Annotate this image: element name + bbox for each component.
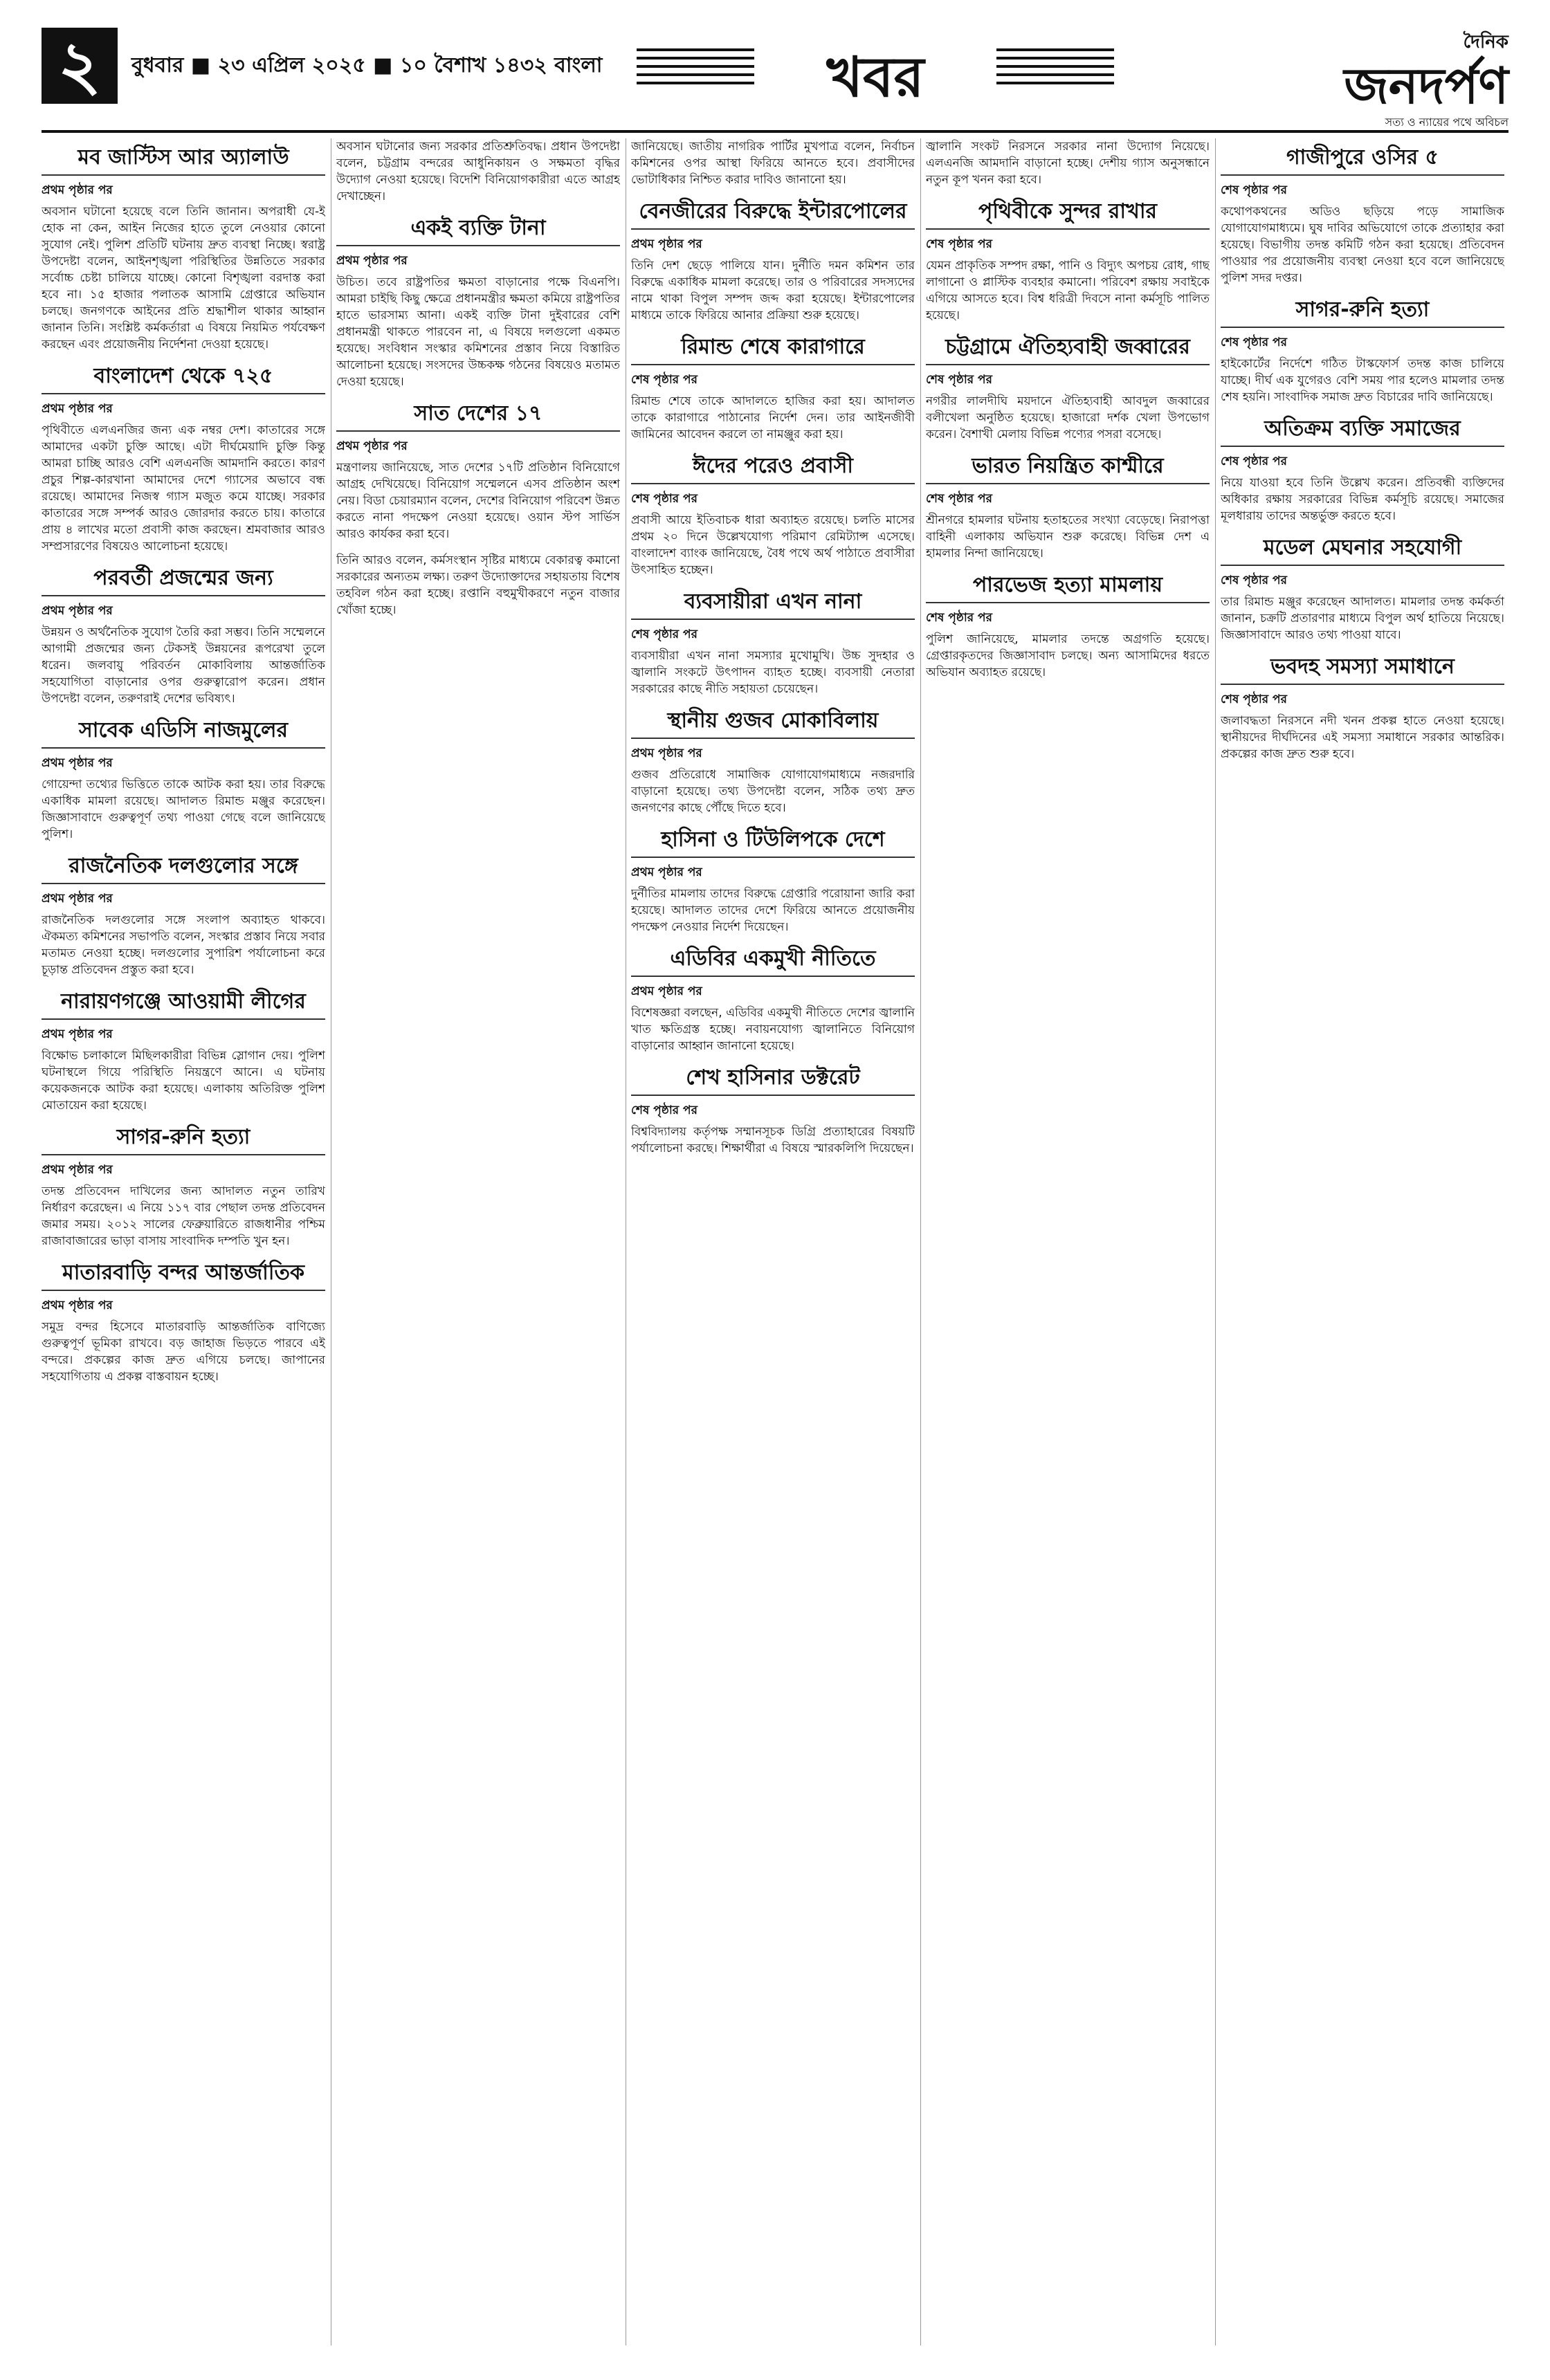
article-body: দুর্নীতির মামলায় তাদের বিরুদ্ধে গ্রেপ্তারি পরোয়ানা জারি করা হয়েছে। আদালত তাদের দেশে ফিরিয়ে আনতে প্রয়োজনীয় পদক্ষেপ নেওয়ার নির্দেশ দিয়েছেন। [631,887,915,934]
headline-rule [631,228,915,230]
continuation-label: প্রথম পৃষ্ঠার পর [42,402,113,416]
article-headline: মাতারবাড়ি বন্দর আন্তর্জাতিক [62,1261,304,1285]
article [926,333,1210,443]
article [42,988,325,1114]
article-body: পৃথিবীতে এলএনজির জন্য এক নম্বর দেশ। কাতারের সঙ্গে আমাদের একটা চুক্তি আছে। এটা দীর্ঘমেয়াদি চুক্তি কিন্তু আমরা চাচ্ছি আরও বেশি এলএনজি আমদানি করতে। কারণ প্রচুর শিল্প-কারখানা আমাদের দেশে গ্যাসের অভাবে বন্ধ রয়েছে। আমাদের নিজস্ব গ্যাস মজুত কমে যাচ্ছে। সরকার কাতারের সঙ্গে সম্পর্ক আরও জোরদার করতে চায়। কাতারে প্রায় ৪ লাখের মতো প্রবাসী কাজ করছেন। শ্রমবাজার আরও সম্প্রসারণের বিষয়েও আলোচনা হয়েছে। [42,423,325,553]
article [42,852,325,978]
headline-rule [926,602,1210,603]
headline-rule [42,1018,325,1020]
continuation-label: শেষ পৃষ্ঠার পর [631,492,698,506]
article [926,452,1210,562]
logo-name: জনদর্পণ [1344,56,1508,115]
article [42,363,325,555]
continuation-label: প্রথম পৃষ্ঠার পর [42,604,113,618]
article-body: জ্বালানি সংকট নিরসনে সরকার নানা উদ্যোগ নিয়েছে। এলএনজি আমদানি বাড়ানো হচ্ছে। দেশীয় গ্যাস অনুসন্ধানে নতুন কূপ খনন করা হবে। [926,140,1210,187]
article [631,707,915,816]
article-body: গুজব প্রতিরোধে সামাজিক যোগাযোগমাধ্যমে নজরদারি বাড়ানো হয়েছে। তথ্য উপদেষ্টা বলেন, সঠিক তথ্য দ্রুত জনগণের কাছে পৌঁছে দিতে হবে। [631,768,915,815]
article-headline: ব্যবসায়ীরা এখন নানা [684,589,862,614]
article-headline: ভবদহ সমস্যা সমাধানে [1270,654,1455,679]
continuation-label: প্রথম পৃষ্ঠার পর [42,183,113,197]
article-body: বিক্ষোভ চলাকালে মিছিলকারীরা বিভিন্ন স্লোগান দেয়। পুলিশ ঘটনাস্থলে গিয়ে পরিস্থিতি নিয়ন্ত্রণে আনে। এ ঘটনায় কয়েকজনকে আটক করা হয়েছে। এলাকায় অতিরিক্ত পুলিশ মোতায়েন করা হয়েছে। [42,1049,325,1113]
article-headline: রিমান্ড শেষে কারাগারে [681,335,865,359]
article-body: প্রবাসী আয়ে ইতিবাচক ধারা অব্যাহত রয়েছে। চলতি মাসের প্রথম ২০ দিনে উল্লেখযোগ্য পরিমাণ রেমিট্যান্স এসেছে। বাংলাদেশ ব্যাংক জানিয়েছে, বৈধ পথে অর্থ পাঠাতে প্রবাসীরা উৎসাহিত হচ্ছেন। [631,513,915,577]
article-body: যেমন প্রাকৃতিক সম্পদ রক্ষা, পানি ও বিদ্যুৎ অপচয় রোধ, গাছ লাগানো ও প্লাস্টিক ব্যবহার কমানো। পরিবেশ রক্ষায় সবাইকে এগিয়ে আসতে হবে। বিশ্ব ধরিত্রী দিবসে নানা কর্মসূচি পালিত হয়েছে। [926,259,1210,322]
continuation-label: প্রথম পৃষ্ঠার পর [42,1163,113,1177]
article-headline: পৃথিবীকে সুন্দর রাখার [978,199,1158,223]
article-body: রাজনৈতিক দলগুলোর সঙ্গে সংলাপ অব্যাহত থাকবে। ঐকমত্য কমিশনের সভাপতি বলেন, সংস্কার প্রস্তাব নিয়ে সবার মতামত নেওয়া হচ্ছে। দলগুলোর সুপারিশ পর্যালোচনা করে চূড়ান্ত প্রতিবেদন প্রস্তুত করা হবে। [42,913,325,977]
article-headline: স্থানীয় গুজব মোকাবিলায় [667,708,879,733]
article-headline: রাজনৈতিক দলগুলোর সঙ্গে [69,854,298,878]
headline-rule [336,245,620,246]
article [631,945,915,1054]
article-body: ব্যবসায়ীরা এখন নানা সমস্যার মুখোমুখি। উচ্চ সুদহার ও জ্বালানি সংকটে উৎপাদন ব্যাহত হচ্ছে। ব্যবসায়ী নেতারা সরকারের কাছে নীতি সহায়তা চেয়েছেন। [631,649,915,696]
article-body: তার রিমান্ড মঞ্জুর করেছেন আদালত। মামলার তদন্ত কর্মকর্তা জানান, চক্রটি প্রতারণার মাধ্যমে বিপুল অর্থ হাতিয়ে নিয়েছে। জিজ্ঞাসাবাদে আরও তথ্য পাওয়া যাবে। [1221,595,1504,642]
headline-rule [42,174,325,176]
article-body: নগরীর লালদীঘি ময়দানে ঐতিহ্যবাহী আবদুল জব্বারের বলীখেলা অনুষ্ঠিত হয়েছে। হাজারো দর্শক খেলা উপভোগ করেন। বৈশাখী মেলায় বিভিন্ন পণ্যের পসরা বসেছে। [926,394,1210,441]
headline-rule [336,430,620,432]
article [631,198,915,324]
headline-rule [1221,327,1504,328]
headline-rule [1221,684,1504,685]
column-4 [926,138,1210,2345]
article [1221,653,1504,762]
continuation-label: শেষ পৃষ্ঠার পর [926,237,992,251]
article [631,826,915,935]
article-body: সমুদ্র বন্দর হিসেবে মাতারবাড়ি আন্তর্জাতিক বাণিজ্যে গুরুত্বপূর্ণ ভূমিকা রাখবে। বড় জাহাজ ভিড়তে পারবে এই বন্দরে। প্রকল্পের কাজ দ্রুত এগিয়ে চলছে। জাপানের সহযোগিতায় এ প্রকল্প বাস্তবায়ন হচ্ছে। [42,1320,325,1384]
logo-tagline: সত্য ও ন্যায়ের পথে অবিচল [1385,116,1508,129]
continuation-label: প্রথম পৃষ্ঠার পর [336,254,408,268]
article-headline: সাগর-রুনি হত্যা [1295,298,1430,322]
headline-rule [631,738,915,739]
continuation-label: প্রথম পৃষ্ঠার পর [42,756,113,770]
continuation-label: শেষ পৃষ্ঠার পর [1221,336,1287,349]
article-body: জানিয়েছে। জাতীয় নাগরিক পার্টির মুখপাত্র বলেন, নির্বাচন কমিশনের ওপর আস্থা ফিরিয়ে আনতে হবে। প্রবাসীদের ভোটাধিকার নিশ্চিত করার দাবিও জানানো হয়। [631,140,915,187]
continuation-label: প্রথম পৃষ্ঠার পর [42,1299,113,1312]
article [42,1259,325,1385]
article-headline: ভারত নিয়ন্ত্রিত কাশ্মীরে [972,454,1164,478]
article-headline: বাংলাদেশ থেকে ৭২৫ [93,364,273,388]
article [42,565,325,707]
headline-rule [42,393,325,394]
article-headline: সাগর-রুনি হত্যা [116,1125,250,1149]
article-headline: চট্টগ্রামে ঐতিহ্যবাহী জব্বারের [945,335,1190,359]
article-headline: গাজীপুরে ওসির ৫ [1286,145,1439,170]
continuation-label: শেষ পৃষ্ঠার পর [631,628,698,641]
article-body: অবসান ঘটানোর জন্য সরকার প্রতিশ্রুতিবদ্ধ। প্রধান উপদেষ্টা বলেন, চট্টগ্রাম বন্দরের আধুনিকায়ন ও সক্ষমতা বৃদ্ধির উদ্যোগ নেওয়া হয়েছে। বিদেশি বিনিয়োগকারীরা এতে আগ্রহ দেখাচ্ছেন। [336,140,620,203]
article-headline: বেনজীরের বিরুদ্ধে ইন্টারপোলের [639,199,907,223]
masthead-rule-right [996,48,1114,97]
article-headline: সাবেক এডিসি নাজমুলের [78,718,289,742]
article-body: জলাবদ্ধতা নিরসনে নদী খনন প্রকল্প হাতে নেওয়া হয়েছে। স্থানীয়দের দীর্ঘদিনের এই সমস্যা সমাধানে সরকার আন্তরিক। প্রকল্পের কাজ দ্রুত শুরু হবে। [1221,714,1504,761]
article-body: তদন্ত প্রতিবেদন দাখিলের জন্য আদালত নতুন তারিখ নির্ধারণ করেছেন। এ নিয়ে ১১৭ বার পেছাল তদন্ত প্রতিবেদন জমার সময়। ২০১২ সালের ফেব্রুয়ারিতে রাজধানীর পশ্চিম রাজাবাজারের ভাড়া বাসায় সাংবাদিক দম্পতি খুন হন। [42,1184,325,1248]
page-number: ২ [42,28,118,104]
column-rule [1215,138,1216,2345]
article-headline: শেখ হাসিনার ডক্টরেট [686,1065,860,1090]
article-body: উন্নয়ন ও অর্থনৈতিক সুযোগ তৈরি করা সম্ভব। তিনি সম্মেলনে আগামী প্রজন্মের জন্য টেকসই উন্নয়নের রূপরেখা তুলে ধরেন। জলবায়ু পরিবর্তন মোকাবিলায় আন্তর্জাতিক সহযোগিতা বাড়ানোর ওপর গুরুত্বারোপ করেন। প্রধান উপদেষ্টা বলেন, তরুণরাই দেশের ভবিষ্যৎ। [42,625,325,706]
headline-rule [42,1290,325,1291]
column-5 [1221,138,1504,2345]
continuation-label: প্রথম পৃষ্ঠার পর [631,747,702,760]
article-body: অবসান ঘটানো হয়েছে বলে তিনি জানান। অপরাধী যে-ই হোক না কেন, আইন নিজের হাতে তুলে নেওয়ার কোনো সুযোগ নেই। পুলিশ প্রতিটি ঘটনায় দ্রুত ব্যবস্থা নিচ্ছে। স্বরাষ্ট্র উপদেষ্টা বলেন, আইনশৃঙ্খলা পরিস্থিতির উন্নতিতে সরকার সর্বোচ্চ চেষ্টা চালিয়ে যাচ্ছে। কোনো বিশৃঙ্খলা বরদাস্ত করা হবে না। ১৫ হাজার পলাতক আসামি গ্রেপ্তারে অভিযান চলছে। জনগণকে আইনের প্রতি শ্রদ্ধাশীল থাকার আহ্বান জানান তিনি। সংশ্লিষ্ট কর্মকর্তারা এ বিষয়ে নিয়মিত পর্যবেক্ষণ করছেন এবং প্রয়োজনীয় নির্দেশনা দেওয়া হয়েছে। [42,205,325,351]
article-body: তিনি দেশ ছেড়ে পালিয়ে যান। দুর্নীতি দমন কমিশন তার বিরুদ্ধে একাধিক মামলা করেছে। তার ও পরিবারের সদস্যদের নামে থাকা বিপুল সম্পদ জব্দ করা হয়েছে। ইন্টারপোলের মাধ্যমে তাকে ফিরিয়ে আনার প্রক্রিয়া শুরু হয়েছে। [631,259,915,322]
headline-rule [631,483,915,484]
article [631,588,915,697]
article-body: রিমান্ড শেষে তাকে আদালতে হাজির করা হয়। আদালত তাকে কারাগারে পাঠানোর নির্দেশ দেন। তার আইনজীবী জামিনের আবেদন করলে তা নামঞ্জুর করা হয়। [631,394,915,441]
masthead-rule-left [637,48,754,97]
article [42,717,325,843]
date-line: বুধবার ■ ২৩ এপ্রিল ২০২৫ ■ ১০ বৈশাখ ১৪৩২ বাংলা [131,53,603,77]
headline-rule [631,619,915,620]
column-2 [336,138,620,2345]
article-headline: পরবর্তী প্রজন্মের জন্য [93,566,273,590]
continuation-label: শেষ পৃষ্ঠার পর [926,373,992,387]
article [926,571,1210,681]
article [42,144,325,353]
column-rule [920,138,921,2345]
article-body: গোয়েন্দা তথ্যের ভিত্তিতে তাকে আটক করা হয়। তার বিরুদ্ধে একাধিক মামলা রয়েছে। আদালত রিমান্ড মঞ্জুর করেছেন। জিজ্ঞাসাবাদে গুরুত্বপূর্ণ তথ্য পাওয়া গেছে বলে জানিয়েছে পুলিশ। [42,778,325,841]
headline-rule [1221,174,1504,176]
article-body: নিয়ে যাওয়া হবে তিনি উল্লেখ করেন। প্রতিবন্ধী ব্যক্তিদের অধিকার রক্ষায় সরকারের বিভিন্ন কর্মসূচি রয়েছে। সমাজের মূলধারায় তাদের অন্তর্ভুক্ত করতে হবে। [1221,476,1504,523]
article-body: বিশেষজ্ঞরা বলছেন, এডিবির একমুখী নীতিতে দেশের জ্বালানি খাত ক্ষতিগ্রস্ত হচ্ছে। নবায়নযোগ্য জ্বালানিতে বিনিয়োগ বাড়ানোর আহ্বান জানানো হয়েছে। [631,1006,915,1053]
continuation-label: প্রথম পৃষ্ঠার পর [336,439,408,453]
article [926,198,1210,324]
logo-small: দৈনিক [1463,32,1508,53]
article [631,333,915,443]
headline-rule [631,1095,915,1096]
headline-rule [926,364,1210,365]
continuation-label: প্রথম পৃষ্ঠার পর [631,237,702,251]
section-title: খবর [826,44,924,109]
continuation-label: শেষ পৃষ্ঠার পর [1221,574,1287,587]
article-headline: অতিক্রম ব্যক্তি সমাজের [1264,416,1461,441]
headline-rule [926,483,1210,484]
article-headline: সাত দেশের ১৭ [414,401,542,425]
headline-rule [42,883,325,884]
article-body: কথোপকথনের অডিও ছড়িয়ে পড়ে সামাজিক যোগাযোগমাধ্যমে। ঘুষ দাবির অভিযোগে তাকে প্রত্যাহার করা হয়েছে। বিভাগীয় তদন্ত কমিটি গঠন করা হয়েছে। প্রতিবেদন পাওয়ার পর প্রয়োজনীয় ব্যবস্থা নেওয়া হবে বলে জানিয়েছে পুলিশ সদর দপ্তর। [1221,205,1504,285]
article-headline: একই ব্যক্তি টানা [410,216,546,240]
article-body: হাইকোর্টের নির্দেশে গঠিত টাস্কফোর্স তদন্ত কাজ চালিয়ে যাচ্ছে। দীর্ঘ এক যুগেরও বেশি সময় পার হলেও মামলার তদন্ত শেষ হয়নি। সাংবাদিক সমাজ দ্রুত বিচারের দাবি জানিয়েছে। [1221,357,1504,404]
article [1221,534,1504,643]
article-body: মন্ত্রণালয় জানিয়েছে, সাত দেশের ১৭টি প্রতিষ্ঠান বিনিয়োগে আগ্রহ দেখিয়েছে। বিনিয়োগ সম্মেলনে এসব প্রতিষ্ঠান অংশ নেয়। বিডা চেয়ারম্যান বলেন, দেশের বিনিয়োগ পরিবেশ উন্নত করতে নানা পদক্ষেপ নেওয়া হয়েছে। ওয়ান স্টপ সার্ভিস আরও কার্যকর করা হবে। [336,461,620,541]
continuation-label: প্রথম পৃষ্ঠার পর [631,866,702,879]
column-3 [631,138,915,2345]
article [42,1124,325,1250]
headline-rule [631,976,915,977]
masthead-divider [42,130,1508,133]
article [1221,144,1504,286]
article [336,214,620,390]
article [1221,296,1504,405]
continuation-label: শেষ পৃষ্ঠার পর [1221,455,1287,468]
continuation-label: শেষ পৃষ্ঠার পর [631,1104,698,1117]
article-body: উচিত। তবে রাষ্ট্রপতির ক্ষমতা বাড়ানোর পক্ষে বিএনপি। আমরা চাইছি কিছু ক্ষেত্রে প্রধানমন্ত্রীর ক্ষমতা কমিয়ে রাষ্ট্রপতির হাতে ভারসাম্য আনা। একই ব্যক্তি টানা দুইবারের বেশি প্রধানমন্ত্রী থাকতে পারবেন না, এ বিষয়ে দলগুলো একমত হয়েছে। সংবিধান সংস্কার কমিশনের প্রস্তাব নিয়ে বিস্তারিত আলোচনা হয়েছে। সংসদের উচ্চকক্ষ গঠনের বিষয়েও মতামত দেওয়া হয়েছে। [336,275,620,389]
headline-rule [631,364,915,365]
headline-rule [631,857,915,858]
headline-rule [1221,565,1504,566]
article-headline: মব জাস্টিস আর অ্যালাউ [78,145,289,170]
article [926,138,1210,188]
article [631,1064,915,1157]
headline-rule [42,1154,325,1155]
article-body: শ্রীনগরে হামলার ঘটনায় হতাহতের সংখ্যা বেড়েছে। নিরাপত্তা বাহিনী এলাকায় অভিযান শুরু করেছে। বিভিন্ন দেশ এ হামলার নিন্দা জানিয়েছে। [926,513,1210,560]
article [336,138,620,205]
continuation-label: শেষ পৃষ্ঠার পর [1221,693,1287,706]
continuation-label: প্রথম পৃষ্ঠার পর [631,985,702,998]
column-1 [42,138,325,2345]
article [631,138,915,188]
article-headline: হাসিনা ও টিউলিপকে দেশে [661,827,885,852]
article-body: বিশ্ববিদ্যালয় কর্তৃপক্ষ সম্মানসূচক ডিগ্রি প্রত্যাহারের বিষয়টি পর্যালোচনা করছে। শিক্ষার্থীরা এ বিষয়ে স্মারকলিপি দিয়েছেন। [631,1125,915,1155]
masthead [42,26,1508,129]
continuation-label: প্রথম পৃষ্ঠার পর [42,1027,113,1041]
article-headline: পারভেজ হত্যা মামলায় [972,573,1163,597]
article-body: তিনি আরও বলেন, কর্মসংস্থান সৃষ্টির মাধ্যমে বেকারত্ব কমানো সরকারের অন্যতম লক্ষ্য। তরুণ উদ্যোক্তাদের সহায়তায় বিশেষ তহবিল গঠন করা হচ্ছে। রপ্তানি বহুমুখীকরণে নতুন বাজার খোঁজা হচ্ছে। [336,553,620,617]
headline-rule [42,595,325,596]
continuation-label: শেষ পৃষ্ঠার পর [1221,183,1287,197]
continuation-label: শেষ পৃষ্ঠার পর [631,373,698,387]
article [631,452,915,578]
article-headline: মডেল মেঘনার সহযোগী [1263,536,1462,560]
newspaper-logo [1301,28,1508,129]
headline-rule [926,228,1210,230]
article-headline: এডিবির একমুখী নীতিতে [670,946,876,971]
headline-rule [1221,446,1504,447]
article-headline: ঈদের পরেও প্রবাসী [693,454,853,478]
continuation-label: প্রথম পৃষ্ঠার পর [42,892,113,906]
continuation-label: শেষ পৃষ্ঠার পর [926,492,992,506]
article-body: পুলিশ জানিয়েছে, মামলার তদন্তে অগ্রগতি হয়েছে। গ্রেপ্তারকৃতদের জিজ্ঞাসাবাদ চলছে। অন্য আসামিদের ধরতে অভিযান অব্যাহত রয়েছে। [926,632,1210,679]
article [336,552,620,619]
article-headline: নারায়ণগঞ্জে আওয়ামী লীগের [61,989,306,1014]
headline-rule [42,747,325,749]
continuation-label: শেষ পৃষ্ঠার পর [926,611,992,625]
article [336,400,620,542]
article [1221,415,1504,524]
